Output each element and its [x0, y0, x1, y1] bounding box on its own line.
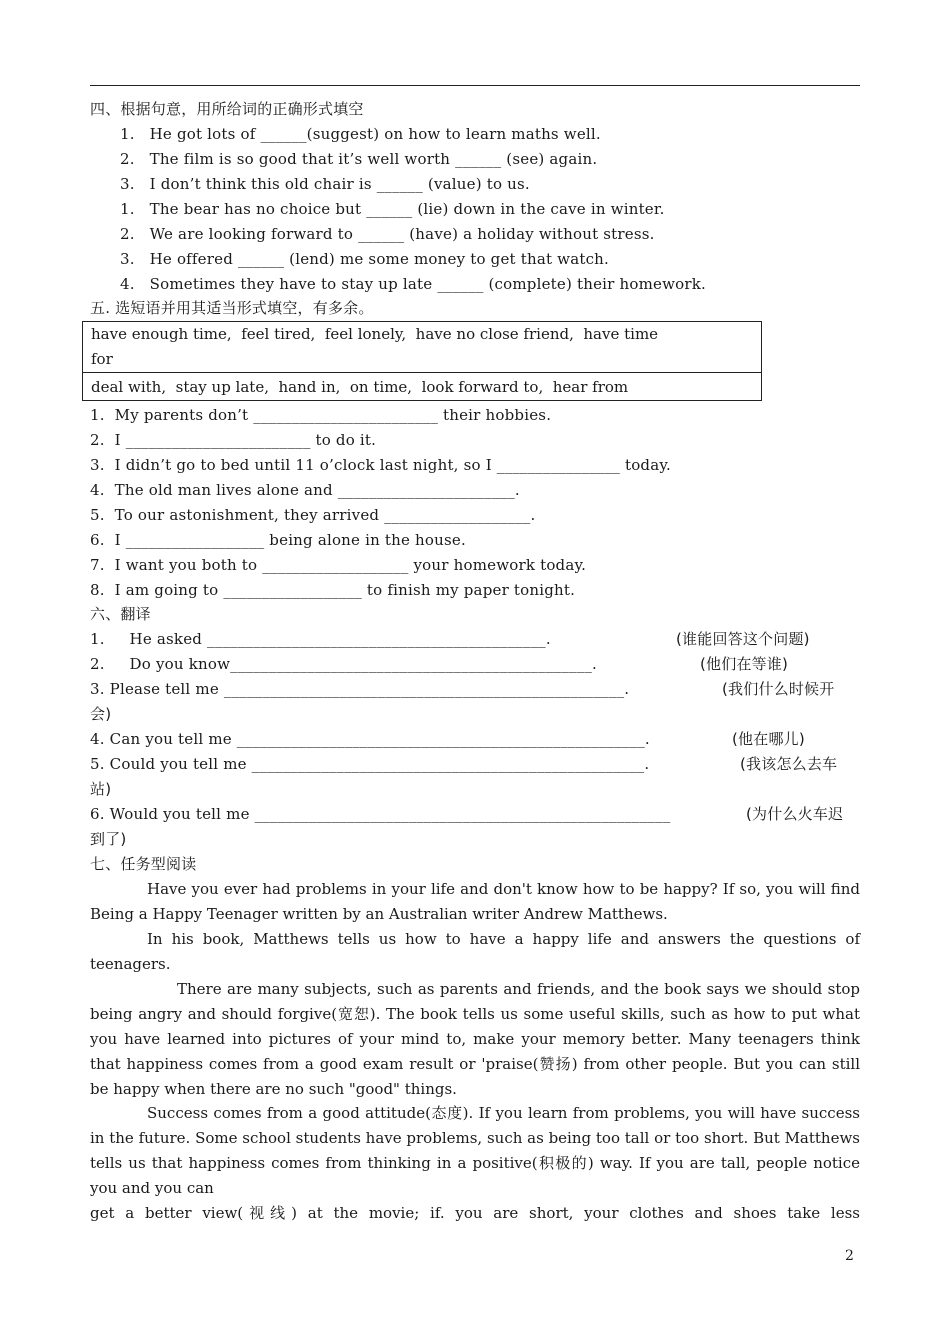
- s5-item-4: 4. The old man lives alone and _______________________.: [90, 481, 520, 499]
- s6-item-2-hint: (他们在等谁): [700, 655, 789, 673]
- reading-paragraph-1-text: Have you ever had problems in your life and don't know how to be happy? If so, you will find Being a Happy Teenager written by an Australian writer Andrew Matthews.: [90, 880, 860, 923]
- s6-item-5-hint: (我该怎么去车: [740, 755, 838, 773]
- header-rule: [90, 85, 860, 86]
- phrase-box-row-2: deal with, stay up late, hand in, on time, look forward to, hear from: [91, 378, 629, 396]
- reading-paragraph-4: [90, 1101, 860, 1201]
- s6-item-6-hint: (为什么火车迟: [746, 805, 844, 823]
- reading-paragraph-2-text: In his book, Matthews tells us how to have a happy life and answers the questions of teenagers.: [90, 930, 860, 973]
- reading-paragraph-1: [90, 877, 860, 927]
- s4-item-7: 4. Sometimes they have to stay up late ______ (complete) their homework.: [120, 275, 706, 293]
- s6-item-6-wrap: 到了): [90, 830, 127, 848]
- phrase-box-row-1b: for: [91, 350, 113, 368]
- phrase-box-divider: [82, 372, 762, 373]
- s5-item-6: 6. I __________________ being alone in the house.: [90, 531, 466, 549]
- s6-item-5-wrap: 站): [90, 780, 112, 798]
- s5-item-8: 8. I am going to __________________ to finish my paper tonight.: [90, 581, 576, 599]
- reading-paragraph-4-text: Success comes from a good attitude(态度). If you learn from problems, you will have success in the future. Some school students have problems, such as being too tall or too short. But Matthews tells us that happiness comes from thinking in a positive(积极的) way. If you are tall, people notice you and you can: [90, 1104, 860, 1197]
- s6-item-1-hint: (谁能回答这个问题): [676, 630, 810, 648]
- s4-item-1: 1. He got lots of ______(suggest) on how to learn maths well.: [120, 125, 601, 143]
- reading-paragraph-3: [90, 977, 860, 1102]
- s6-item-6: 6. Would you tell me ______________________________________________________: [90, 805, 671, 823]
- s6-item-3-wrap: 会): [90, 705, 112, 723]
- s4-item-2: 2. The film is so good that it’s well worth ______ (see) again.: [120, 150, 598, 168]
- phrase-box: [82, 321, 762, 401]
- page-number: 2: [845, 1248, 854, 1264]
- s4-item-5: 2. We are looking forward to ______ (have) a holiday without stress.: [120, 225, 655, 243]
- s5-item-1: 1. My parents don’t ________________________ their hobbies.: [90, 406, 552, 424]
- s5-item-3: 3. I didn’t go to bed until 11 o’clock last night, so I ________________ today.: [90, 456, 672, 474]
- reading-paragraph-3-text: There are many subjects, such as parents and friends, and the book says we should stop being angry and should forgive(宽恕). The book tells us some useful skills, such as how to put what you have learned into pictures of your mind to, make your memory better. Many teenagers think that happiness comes from a good exam result or 'praise(赞扬) from other people. But you can still be happy when there are no such "good" things.: [90, 980, 860, 1098]
- phrase-box-row-1: have enough time, feel tired, feel lonely, have no close friend, have time: [91, 325, 659, 343]
- s5-item-2: 2. I ________________________ to do it.: [90, 431, 377, 449]
- s6-item-4: 4. Can you tell me _____________________________________________________.: [90, 730, 650, 748]
- s6-item-4-hint: (他在哪儿): [732, 730, 805, 748]
- section-7-title: 七、任务型阅读: [90, 855, 197, 873]
- s6-item-3-hint: (我们什么时候开: [722, 680, 835, 698]
- section-5-title: 五. 选短语并用其适当形式填空，有多余。: [90, 299, 374, 317]
- section-6-title: 六、翻译: [90, 605, 151, 623]
- s5-item-7: 7. I want you both to ___________________ your homework today.: [90, 556, 587, 574]
- reading-paragraph-2: [90, 927, 860, 977]
- s4-item-3: 3. I don’t think this old chair is ______ (value) to us.: [120, 175, 530, 193]
- s4-item-4: 1. The bear has no choice but ______ (lie) down in the cave in winter.: [120, 200, 665, 218]
- s6-item-5: 5. Could you tell me ___________________________________________________.: [90, 755, 650, 773]
- s4-item-6: 3. He offered ______ (lend) me some money to get that watch.: [120, 250, 610, 268]
- section-4-title: 四、根据句意，用所给词的正确形式填空: [90, 100, 364, 118]
- s5-item-5: 5. To our astonishment, they arrived ___________________.: [90, 506, 536, 524]
- reading-last-line: get a better view(视线) at the movie; if. you are short, your clothes and shoes take less: [90, 1204, 860, 1222]
- s6-item-2: 2. Do you know_______________________________________________.: [90, 655, 597, 673]
- s6-item-1: 1. He asked ____________________________________________.: [90, 630, 551, 648]
- s6-item-3: 3. Please tell me ____________________________________________________.: [90, 680, 630, 698]
